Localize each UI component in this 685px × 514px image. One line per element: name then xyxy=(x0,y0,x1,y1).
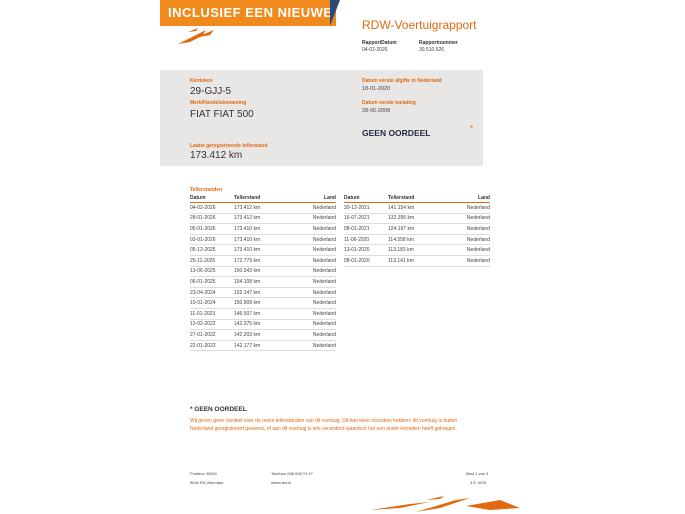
odometer-history-title: Tellerstanden xyxy=(190,187,223,193)
cell-odometer: 154.108 km xyxy=(234,277,284,288)
cell-country: Nederland xyxy=(284,255,336,266)
cell-odometer: 114.558 km xyxy=(388,234,438,245)
report-number: 30.510.626 xyxy=(419,47,445,53)
table-row xyxy=(344,224,490,235)
cell-odometer: 142.203 km xyxy=(234,330,284,341)
cell-odometer: 113.183 km xyxy=(388,245,438,256)
cell-odometer: 113.141 km xyxy=(388,255,438,266)
table-row xyxy=(190,203,336,214)
table-row xyxy=(344,255,490,266)
verdict-asterisk: * xyxy=(470,124,474,133)
odometer-value: 173.412 km xyxy=(190,150,243,161)
cell-date: 22-01-2022 xyxy=(190,340,234,351)
cell-date: 03-01-2026 xyxy=(190,234,234,245)
cell-odometer: 142.375 km xyxy=(234,319,284,330)
table-row xyxy=(190,277,336,288)
table-row xyxy=(190,319,336,330)
promo-banner: INCLUSIEF EEN NIEUWE APK xyxy=(160,0,336,26)
table-row xyxy=(190,224,336,235)
cell-odometer: 142.177 km xyxy=(234,340,284,351)
cell-date: 05-12-2025 xyxy=(190,245,234,256)
cell-date: 08-01-2020 xyxy=(344,255,388,266)
cell-date: 11-06-2020 xyxy=(344,234,388,245)
cell-odometer: 160.543 km xyxy=(234,266,284,277)
report-date-label: RapportDatum xyxy=(362,40,397,46)
column-header-odometer: Tellerstand xyxy=(388,194,438,203)
cell-country: Nederland xyxy=(438,224,490,235)
cell-country: Nederland xyxy=(438,234,490,245)
table-row xyxy=(190,330,336,341)
table-row xyxy=(190,266,336,277)
cell-date: 04-02-2026 xyxy=(190,203,234,214)
table-row xyxy=(190,213,336,224)
table-row xyxy=(190,308,336,319)
cell-odometer: 173.410 km xyxy=(234,224,284,235)
column-header-country: Land xyxy=(438,194,490,203)
table-row xyxy=(190,298,336,309)
first-admission: 28-06-2008 xyxy=(362,108,391,114)
table-row xyxy=(190,340,336,351)
footer-page-number: Blad 1 van 3 xyxy=(466,471,489,476)
first-admission-label: Datum eerste toelating xyxy=(362,100,416,106)
footer-code: 3 E 1678 xyxy=(470,480,487,485)
banner-accent xyxy=(330,0,340,26)
cell-country: Nederland xyxy=(284,319,336,330)
cell-odometer: 173.410 km xyxy=(234,234,284,245)
table-row xyxy=(190,245,336,256)
table-row xyxy=(344,213,490,224)
table-row xyxy=(344,234,490,245)
verdict: GEEN OORDEEL xyxy=(362,128,431,138)
brand: FIAT FIAT 500 xyxy=(190,109,254,120)
cell-date: 06-01-2025 xyxy=(190,277,234,288)
brand-label: Merk/Handelsbenaming xyxy=(190,100,247,106)
cell-country: Nederland xyxy=(284,213,336,224)
cell-date: 10-01-2024 xyxy=(190,298,234,309)
footer-address: 9640 RA Veendam xyxy=(190,480,224,485)
cell-odometer: 172.779 km xyxy=(234,255,284,266)
cell-date: 13-01-2020 xyxy=(344,245,388,256)
table-row xyxy=(190,287,336,298)
cell-date: 05-01-2026 xyxy=(190,224,234,235)
cell-date: 23-04-2024 xyxy=(190,287,234,298)
footnote-text: Wij geven geen oordeel over de reeks tellerstanden van dit voertuig. Dit kan twee oorzaken hebben: dit voertuig is buiten Nederland geregistreerd geweest, of aan dit voertuig is iets veranderd waardoor het een ander kenteken heeft gekregen. xyxy=(190,418,458,432)
report-title: RDW-Voertuigrapport xyxy=(362,18,477,32)
cell-country: Nederland xyxy=(284,266,336,277)
table-row xyxy=(190,234,336,245)
cell-odometer: 173.412 km xyxy=(234,213,284,224)
column-header-odometer: Tellerstand xyxy=(234,194,284,203)
cell-country: Nederland xyxy=(438,255,490,266)
cell-odometer: 173.412 km xyxy=(234,203,284,214)
odometer-table-right xyxy=(344,194,490,267)
report-number-label: Rapportnummer xyxy=(419,40,458,46)
cell-odometer: 152.147 km xyxy=(234,287,284,298)
cell-odometer: 124.197 km xyxy=(388,224,438,235)
column-header-date: Datum xyxy=(344,194,388,203)
table-row xyxy=(344,245,490,256)
cell-country: Nederland xyxy=(284,203,336,214)
cell-date: 28-01-2026 xyxy=(190,213,234,224)
cell-odometer: 146.507 km xyxy=(234,308,284,319)
rdw-swoosh-icon xyxy=(370,496,530,514)
first-issue-nl-label: Datum eerste afgifte in Nederland xyxy=(362,78,442,84)
table-row xyxy=(190,255,336,266)
cell-date: 16-07-2021 xyxy=(344,213,388,224)
cell-date: 30-12-2021 xyxy=(344,203,388,214)
cell-country: Nederland xyxy=(284,224,336,235)
cell-country: Nederland xyxy=(284,308,336,319)
cell-odometer: 173.410 km xyxy=(234,245,284,256)
footer-postbus: Postbus 30000 xyxy=(190,471,217,476)
cell-country: Nederland xyxy=(438,245,490,256)
odometer-label: Laatst geregistreerde tellerstand xyxy=(190,143,268,149)
license-plate: 29-GJJ-5 xyxy=(190,86,232,97)
cell-country: Nederland xyxy=(284,340,336,351)
cell-country: Nederland xyxy=(284,298,336,309)
table-row xyxy=(344,203,490,214)
cell-odometer: 150.909 km xyxy=(234,298,284,309)
license-plate-label: Kenteken xyxy=(190,78,213,84)
cell-date: 13-06-2025 xyxy=(190,266,234,277)
cell-odometer: 141.154 km xyxy=(388,203,438,214)
cell-country: Nederland xyxy=(284,234,336,245)
rdw-logo-icon xyxy=(176,26,226,46)
cell-date: 25-11-2025 xyxy=(190,255,234,266)
column-header-date: Datum xyxy=(190,194,234,203)
cell-country: Nederland xyxy=(284,287,336,298)
cell-date: 08-01-2021 xyxy=(344,224,388,235)
cell-date: 27-01-2022 xyxy=(190,330,234,341)
cell-country: Nederland xyxy=(438,203,490,214)
cell-country: Nederland xyxy=(284,277,336,288)
footer-phone: Telefoon 088 008 74 47 xyxy=(271,471,313,476)
cell-country: Nederland xyxy=(284,330,336,341)
cell-date: 12-02-2022 xyxy=(190,319,234,330)
column-header-country: Land xyxy=(284,194,336,203)
cell-country: Nederland xyxy=(284,245,336,256)
cell-date: 11-01-2023 xyxy=(190,308,234,319)
cell-odometer: 132.395 km xyxy=(388,213,438,224)
footer-website: www.rdw.nl xyxy=(271,480,292,485)
footnote-title: * GEEN OORDEEL xyxy=(190,406,247,413)
odometer-table-left xyxy=(190,194,336,351)
report-date: 04-02-2026 xyxy=(362,47,388,53)
cell-country: Nederland xyxy=(438,213,490,224)
first-issue-nl: 18-01-2020 xyxy=(362,86,391,92)
